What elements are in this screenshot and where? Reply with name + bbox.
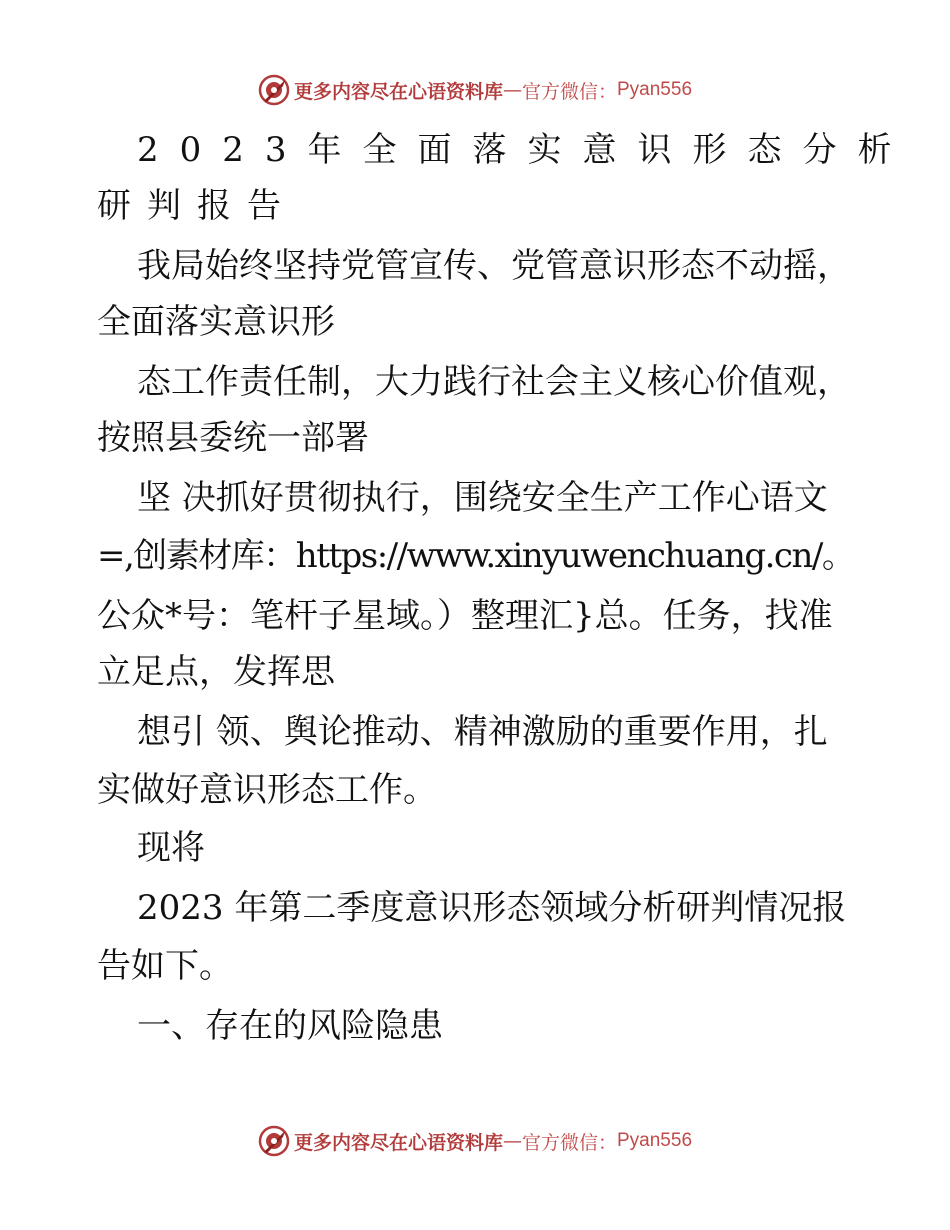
- header-banner: [0, 70, 950, 110]
- banner-text: 更多内容尽在心语资料库: [293, 80, 503, 103]
- paragraph-line: 告如下。: [97, 946, 233, 986]
- banner-wechat-label: 官方微信：: [521, 80, 617, 103]
- pen-logo-icon: [258, 74, 290, 106]
- paragraph-line: 态工作责任制，大力践行社会主义核心价值观，: [137, 362, 851, 402]
- banner-text: 更多内容尽在心语资料库: [293, 1131, 503, 1154]
- footer-banner: [0, 1121, 950, 1161]
- banner-wechat-id: Pyan556: [617, 79, 693, 100]
- banner-dash: —: [502, 79, 522, 101]
- doc-title-line-2: 研判报告: [97, 186, 297, 226]
- paragraph-line: 2023 年第二季度意识形态领域分析研判情况报: [137, 888, 847, 928]
- banner-wechat-id: Pyan556: [617, 1130, 693, 1151]
- paragraph-line: 我局始终坚持党管宣传、党管意识形态不动摇，: [137, 246, 851, 286]
- paragraph-line: =,创素材库：https://www.xinyuwenchuang.cn/。: [97, 536, 855, 576]
- paragraph-line: 现将: [137, 828, 205, 868]
- section-heading: 一、存在的风险隐患: [137, 1006, 443, 1046]
- paragraph-line: 立足点，发挥思: [97, 652, 335, 692]
- banner-wechat-label: 官方微信：: [521, 1131, 617, 1154]
- paragraph-line: 公众*号：笔杆子星域。）整理汇}总。任务，找准: [97, 596, 833, 636]
- doc-title-line-1: 2023年全面落实意识形态分析: [137, 130, 913, 170]
- pen-logo-icon: [258, 1125, 290, 1157]
- paragraph-line: 全面落实意识形: [97, 302, 335, 342]
- paragraph-line: 坚 决抓好贯彻执行，围绕安全生产工作心语文: [137, 478, 828, 518]
- banner-dash: —: [502, 1130, 522, 1152]
- paragraph-line: 按照县委统一部署: [97, 418, 369, 458]
- paragraph-line: 实做好意识形态工作。: [97, 770, 437, 810]
- paragraph-line: 想引 领、舆论推动、精神激励的重要作用，扎: [137, 712, 828, 752]
